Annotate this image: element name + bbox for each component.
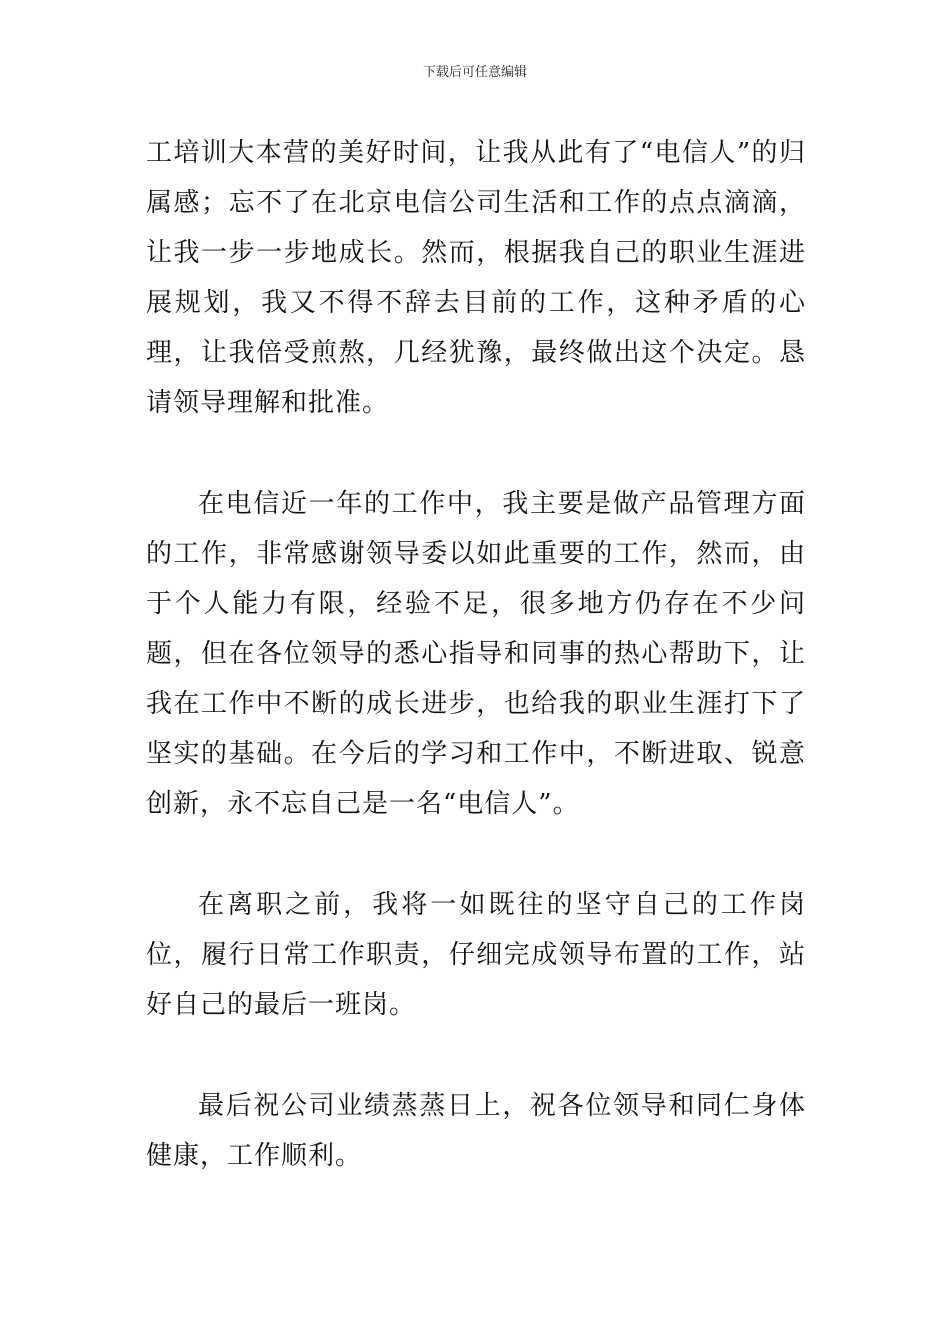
paragraph-closing-wishes: 最后祝公司业绩蒸蒸日上，祝各位领导和同仁身体健康，工作顺利。 [146, 1091, 806, 1171]
paragraph-before-leaving: 在离职之前，我将一如既往的坚守自己的工作岗位，履行日常工作职责，仔细完成领导布置的工作，站好自己的最后一班岗。 [146, 890, 806, 1020]
document-body [146, 128, 806, 1181]
paragraph-work-review: 在电信近一年的工作中，我主要是做产品管理方面的工作，非常感谢领导委以如此重要的工作，然而，由于个人能力有限，经验不足，很多地方仍存在不少问题，但在各位领导的悉心指导和同事的热心帮助下，让我在工作中不断的成长进步，也给我的职业生涯打下了坚实的基础。在今后的学习和工作中，不断进取、锐意创新，永不忘自己是一名“电信人”。 [146, 489, 806, 819]
page-header-note: 下载后可任意编辑 [422, 65, 527, 80]
paragraph-continued: 工培训大本营的美好时间，让我从此有了“电信人”的归属感；忘不了在北京电信公司生活和工作的点点滴滴，让我一步一步地成长。然而，根据我自己的职业生涯进展规划，我又不得不辞去目前的工作，这种矛盾的心理，让我倍受煎熬，几经犹豫，最终做出这个决定。恳请领导理解和批准。 [146, 138, 806, 418]
